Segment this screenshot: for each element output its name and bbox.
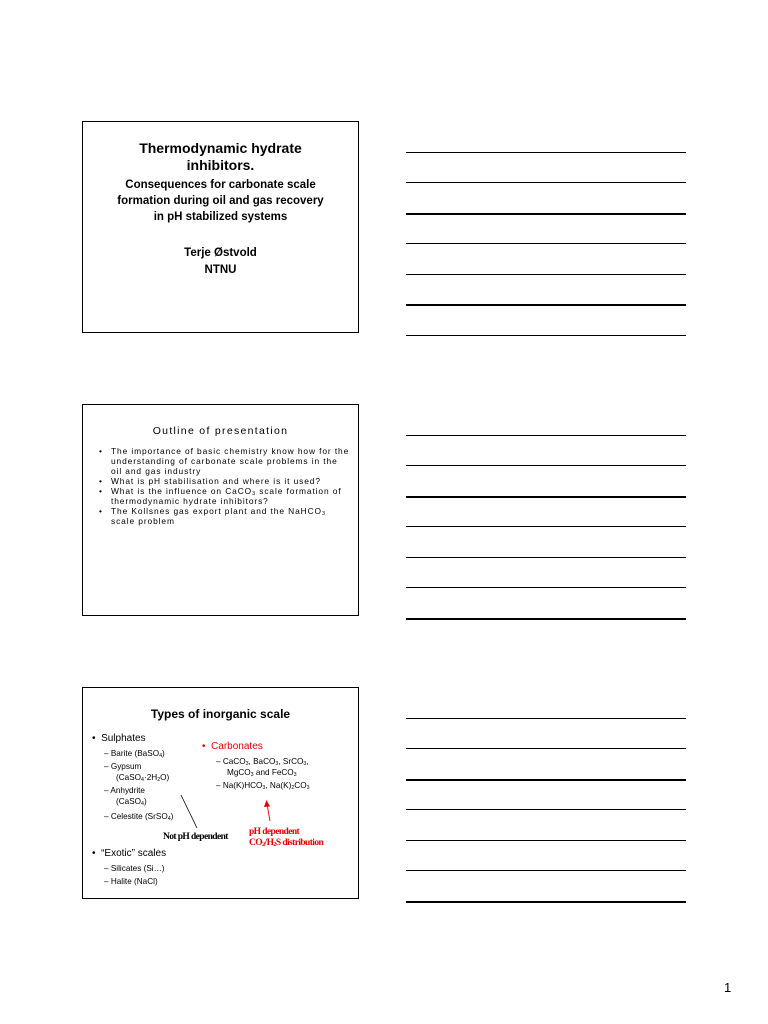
co2-h2s-distribution-label: $CO_2/H_2S$ distribution bbox=[249, 838, 324, 848]
outline-list bbox=[99, 446, 351, 526]
note-line bbox=[406, 435, 686, 436]
slide-1-heading bbox=[83, 140, 358, 174]
note-line bbox=[406, 243, 686, 244]
celestite-item: – Celestite (SrSO$_4$) bbox=[104, 812, 174, 822]
subtitle-line-3: in pH stabilized systems bbox=[153, 211, 288, 223]
slide-1-title bbox=[82, 121, 359, 333]
note-line bbox=[406, 718, 686, 719]
carbonate-list-3: – $Na(K)HCO_3$, $Na(K)_2CO_3$ bbox=[216, 781, 310, 791]
outline-item: • What is the influence on CaCO$_3$ scale formation of thermodynamic hydrate inhibitors? bbox=[99, 486, 351, 506]
note-line bbox=[406, 335, 686, 336]
outline-item: • The Kollsnes gas export plant and the NaHCO$_3$ scale problem bbox=[99, 506, 351, 526]
note-line bbox=[406, 182, 686, 183]
carbonate-list-1: – CaCO$_3$, BaCO$_3$, SrCO$_3$, bbox=[216, 757, 309, 767]
page-number: 1 bbox=[724, 980, 732, 995]
slide-3-scale-types bbox=[82, 687, 359, 899]
author-name: Terje Østvold bbox=[184, 247, 257, 259]
subtitle-line-2: formation during oil and gas recovery bbox=[117, 195, 324, 207]
note-line bbox=[406, 779, 686, 781]
note-line bbox=[406, 465, 686, 466]
note-line bbox=[406, 870, 686, 871]
note-line bbox=[406, 901, 686, 903]
note-line bbox=[406, 809, 686, 810]
not-ph-pointer-line bbox=[181, 795, 197, 828]
gypsum-item: – Gypsum bbox=[104, 762, 142, 771]
ph-dependent-arrow-head bbox=[264, 800, 270, 807]
note-line bbox=[406, 748, 686, 749]
ph-dependent-label: pH dependent bbox=[249, 827, 300, 837]
title-line-1: Thermodynamic hydrate bbox=[139, 140, 302, 156]
note-line bbox=[406, 304, 686, 306]
halite-item: – Halite (NaCl) bbox=[104, 877, 158, 886]
silicates-item: – Silicates (Si…) bbox=[104, 864, 165, 873]
carbonates-bullet: • Carbonates bbox=[202, 741, 263, 752]
note-line bbox=[406, 152, 686, 153]
note-line bbox=[406, 557, 686, 558]
title-line-2: inhibitors. bbox=[186, 157, 255, 173]
anhydrite-item: – Anhydrite bbox=[104, 786, 145, 795]
slide-1-author-block bbox=[83, 245, 358, 279]
slide-1-subtitle bbox=[83, 177, 358, 225]
outline-item: • What is pH stabilisation and where is it used? bbox=[99, 476, 351, 486]
sulphates-bullet: • Sulphates bbox=[92, 733, 146, 744]
anhydrite-formula: (CaSO$_4$) bbox=[116, 797, 147, 807]
note-line bbox=[406, 274, 686, 275]
note-line bbox=[406, 587, 686, 588]
note-line bbox=[406, 496, 686, 498]
subtitle-line-1: Consequences for carbonate scale bbox=[125, 179, 316, 191]
carbonate-list-2: MgCO$_3$ and FeCO$_3$ bbox=[227, 768, 297, 778]
slide-3-heading: Types of inorganic scale bbox=[150, 707, 291, 721]
note-line bbox=[406, 526, 686, 527]
note-line bbox=[406, 840, 686, 841]
slide-2-heading: Outline of presentation bbox=[152, 425, 289, 437]
author-affiliation: NTNU bbox=[204, 264, 237, 276]
slide-3-arrows bbox=[83, 688, 360, 900]
not-ph-dependent-label: Not pH dependent bbox=[163, 832, 228, 842]
exotic-scales-bullet: • “Exotic” scales bbox=[92, 848, 167, 859]
gypsum-formula: $(CaSO_4\cdot 2H_2O)$ bbox=[116, 773, 170, 783]
barite-item: – Barite (BaSO$_4$) bbox=[104, 749, 165, 759]
outline-item: • The importance of basic chemistry know how for the understanding of carbonate scale problems in the oil and gas industry bbox=[99, 446, 351, 476]
note-line bbox=[406, 618, 686, 620]
note-line bbox=[406, 213, 686, 215]
slide-2-outline bbox=[82, 404, 359, 616]
